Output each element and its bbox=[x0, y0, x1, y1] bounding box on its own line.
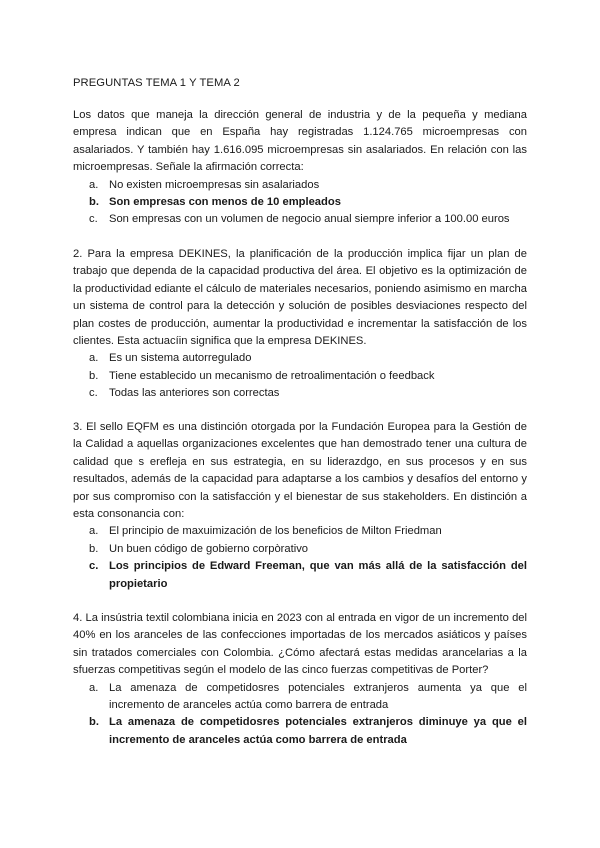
option-label: c. bbox=[89, 560, 99, 573]
option-label: c. bbox=[89, 213, 98, 226]
option-text: Los principios de Edward Freeman, que van más allá de la satisfacción del propietario bbox=[109, 560, 527, 590]
answer-options bbox=[73, 350, 527, 402]
answer-option-c-correct bbox=[73, 558, 527, 593]
option-text: La amenaza de competidosres potenciales extranjeros aumenta ya que el incremento de aranceles actúa como barrera de entrada bbox=[109, 681, 527, 712]
answer-options bbox=[73, 680, 527, 750]
answer-option-b-correct bbox=[73, 714, 527, 749]
option-label: a. bbox=[89, 178, 99, 191]
option-label: b. bbox=[89, 716, 99, 729]
answer-option-a bbox=[73, 350, 527, 367]
option-text: Tiene establecido un mecanismo de retroalimentación o feedback bbox=[109, 369, 435, 382]
option-text: No existen microempresas sin asalariados bbox=[109, 178, 320, 191]
option-label: a. bbox=[89, 525, 99, 538]
question-3 bbox=[73, 419, 527, 593]
answer-options bbox=[73, 523, 527, 593]
option-label: a. bbox=[89, 681, 99, 694]
answer-option-c bbox=[73, 385, 527, 402]
option-text: Un buen código de gobierno corpòrativo bbox=[109, 542, 309, 555]
answer-option-b bbox=[73, 368, 527, 385]
option-text: Son empresas con menos de 10 empleados bbox=[109, 196, 341, 209]
option-label: c. bbox=[89, 387, 98, 400]
option-text: El principio de maxuimización de los beneficios de Milton Friedman bbox=[109, 525, 442, 538]
option-label: b. bbox=[89, 369, 99, 382]
page-title: PREGUNTAS TEMA 1 Y TEMA 2 bbox=[73, 77, 240, 89]
question-1 bbox=[73, 107, 527, 229]
question-text: 3. El sello EQFM es una distinción otorgada por la Fundación Europea para la Gestión de la Calidad a aquellas organizaciones excelentes que han demostrado tener una cultura de calidad que s erefleja en sus estrategia, en su liderazdgo, en sus procesos y en sus resultados, además de la capacidad para adaptarse a los cambios y desafíos del entorno y por sus compromiso con la satisfacción y el bienestar de sus stakeholders. En distinción a esta consonancia con: bbox=[73, 421, 527, 521]
question-4 bbox=[73, 610, 527, 749]
option-text: Es un sistema autorregulado bbox=[109, 352, 252, 365]
option-label: b. bbox=[89, 542, 99, 555]
answer-options bbox=[73, 177, 527, 229]
option-label: a. bbox=[89, 352, 99, 365]
answer-option-b bbox=[73, 541, 527, 558]
answer-option-a bbox=[73, 177, 527, 194]
answer-option-a bbox=[73, 680, 527, 715]
option-text: La amenaza de competidosres potenciales extranjeros diminuye ya que el incremento de aranceles actúa como barrera de entrada bbox=[109, 716, 527, 746]
question-2 bbox=[73, 246, 527, 403]
question-text: 4. La insústria textil colombiana inicia en 2023 con al entrada en vigor de un incremento del 40% en los aranceles de las confecciones importadas de los mercados asiáticos y países sin tratados comerciales con Colombia. ¿Cómo afectará estas medidas arancelarias a la sfuerzas competitivas según el modelo de las cinco fuerzas competitivas de Porter? bbox=[73, 612, 527, 677]
answer-option-c bbox=[73, 211, 527, 228]
question-text: 2. Para la empresa DEKINES, la planificación de la producción implica fijar un plan de trabajo que dependa de la capacidad productiva del área. El objetivo es la optimización de la productividad ediante el cálculo de materiales necesarios, poniendo asimismo en marcha un sistema de control para la detección y solución de posibles desviaciones respecto del plan costes de producción, aumentar la productividad e incrementar la satisfacción de los clientes. Esta actuacíin significa que la empresa DEKINES. bbox=[73, 248, 527, 348]
option-label: b. bbox=[89, 196, 99, 209]
answer-option-a bbox=[73, 523, 527, 540]
option-text: Son empresas con un volumen de negocio anual siempre inferior a 100.00 euros bbox=[109, 213, 510, 226]
question-text: Los datos que maneja la dirección general de industria y de la pequeña y mediana empresa indican que en España hay registradas 1.124.765 microempresas con asalariados. Y también hay 1.616.095 microempresas sin asalariados. En relación con las microempresas. Señale la afirmación correcta: bbox=[73, 109, 527, 174]
option-text: Todas las anteriores son correctas bbox=[109, 387, 280, 400]
answer-option-b-correct bbox=[73, 194, 527, 211]
